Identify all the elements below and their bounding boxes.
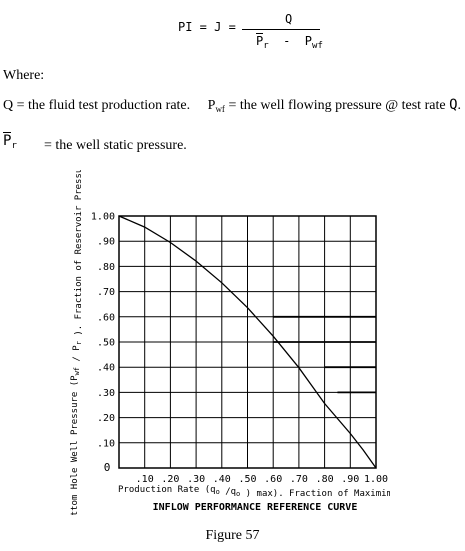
y-tick-label: .20: [96, 413, 115, 425]
pwf-description: = the well flowing pressure @ test rate: [228, 98, 446, 113]
x-tick-label: .40: [212, 474, 231, 485]
y-tick-label: 1.00: [90, 211, 115, 223]
y-tick-label: .50: [96, 337, 115, 349]
formula-pwf-symbol: P: [304, 34, 313, 48]
x-axis-label: Production Rate ($q_o$ $/q_o$ ) max). Fraction of Maximim: [118, 485, 390, 499]
ipr-chart: [60, 170, 390, 515]
pr-symbol: P: [3, 133, 12, 149]
x-tick-label: .30: [187, 474, 206, 485]
pwf-definition: [208, 98, 461, 113]
formula-lhs: PI = J =: [178, 20, 236, 34]
q-definition: [3, 97, 461, 114]
origin-label: 0: [103, 461, 111, 474]
y-axis-label: Bottom Hole Well Pressure ($P_{wf} / P_r$ ). Fraction of Reservoir Pressure: [70, 170, 84, 515]
y-tick-label: .80: [96, 261, 115, 273]
y-tick-label: .70: [96, 287, 115, 299]
x-tick-label: .50: [238, 474, 257, 485]
formula-denominator: [256, 34, 323, 51]
pr-symbol-group: [3, 133, 17, 151]
x-tick-label: .70: [289, 474, 308, 485]
formula-pr-sub: r: [263, 41, 269, 51]
tick-labels-layer: [91, 212, 388, 486]
y-tick-label: .10: [96, 438, 115, 450]
q-label: Q =: [3, 98, 25, 113]
ipr-chart-svg: [60, 170, 390, 515]
x-tick-label: .80: [315, 474, 334, 485]
y-tick-label: .90: [96, 236, 115, 248]
y-tick-label: .30: [96, 387, 115, 399]
figure-caption: Figure 57: [205, 528, 260, 543]
y-tick-label: .60: [96, 312, 115, 324]
x-tick-label: .60: [264, 474, 283, 485]
x-tick-label: 1.00: [363, 474, 389, 485]
pi-formula: [0, 0, 465, 60]
formula-pr-symbol: P: [256, 34, 264, 48]
formula-pwf-sub: wf: [312, 41, 323, 51]
pwf-symbol: P: [207, 98, 216, 113]
y-tick-label: .40: [96, 362, 115, 374]
q-description: the fluid test production rate.: [28, 98, 191, 113]
pwf-end: .: [457, 98, 461, 113]
x-tick-label: .10: [135, 474, 154, 485]
x-tick-label: .20: [161, 474, 180, 485]
pr-sub: r: [11, 141, 17, 151]
x-tick-label: .90: [341, 474, 360, 485]
fraction-line: [242, 29, 320, 30]
pr-description: = the well static pressure.: [44, 138, 187, 153]
where-heading: Where:: [3, 68, 45, 83]
formula-numerator: Q: [285, 12, 293, 26]
pwf-q: Q: [449, 97, 458, 113]
chart-title: INFLOW PERFORMANCE REFERENCE CURVE: [152, 502, 358, 513]
formula-minus: -: [283, 34, 291, 48]
pwf-sub: wf: [215, 104, 225, 114]
